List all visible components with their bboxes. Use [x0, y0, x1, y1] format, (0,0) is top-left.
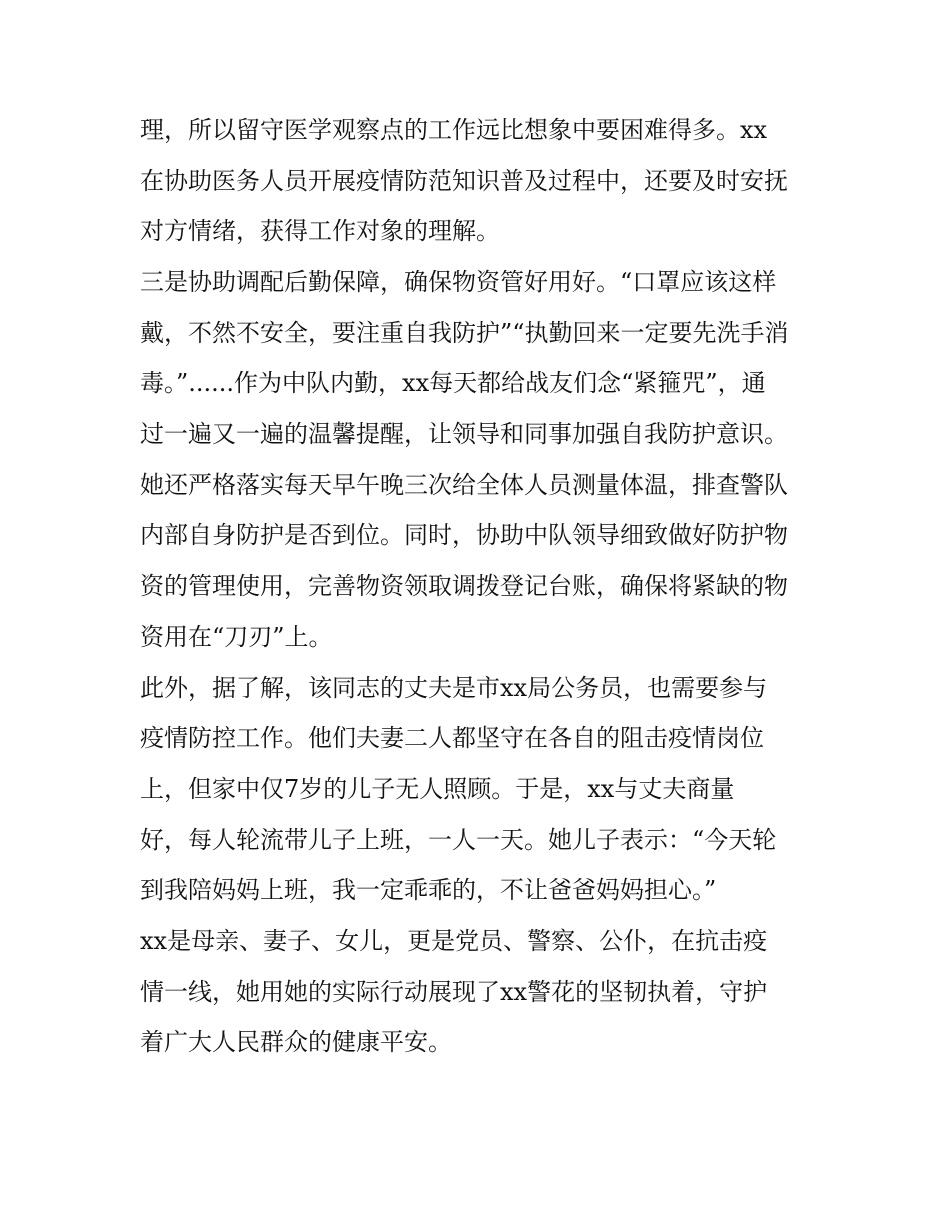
text-line-2: 在协助医务人员开展疫情防范知识普及过程中，还要及时安抚 [140, 167, 788, 195]
text-line-7: 过一遍又一遍的温馨提醒，让领导和同事加强自我防护意识。 [140, 420, 788, 448]
text-line-1: 理，所以留守医学观察点的工作远比想象中要困难得多。xx [140, 116, 768, 144]
text-line-14: 上，但家中仅7岁的儿子无人照顾。于是，xx与丈夫商量 [140, 775, 735, 803]
text-line-19: 着广大人民群众的健康平安。 [140, 1028, 452, 1056]
text-line-12: 此外，据了解，该同志的丈夫是市xx局公务员，也需要参与 [140, 674, 768, 702]
text-line-6: 毒。”......作为中队内勤，xx每天都给战友们念“紧箍咒”，通 [140, 369, 766, 397]
text-line-8: 她还严格落实每天早午晚三次给全体人员测量体温，排查警队 [140, 471, 788, 499]
text-line-13: 疫情防控工作。他们夫妻二人都坚守在各自的阻击疫情岗位 [140, 724, 764, 752]
text-line-11: 资用在“刀刃”上。 [140, 623, 333, 651]
text-line-9: 内部自身防护是否到位。同时，协助中队领导细致做好防护物 [140, 521, 788, 549]
text-line-10: 资的管理使用，完善物资领取调拨登记台账，确保将紧缺的物 [140, 572, 788, 600]
text-line-3: 对方情绪，获得工作对象的理解。 [140, 217, 500, 245]
text-line-18: 情一线，她用她的实际行动展现了xx警花的坚韧执着，守护 [140, 978, 768, 1006]
text-line-15: 好，每人轮流带儿子上班，一人一天。她儿子表示：“今天轮 [140, 826, 777, 854]
text-line-4: 三是协助调配后勤保障，确保物资管好用好。“口罩应该这样 [140, 268, 777, 296]
text-line-16: 到我陪妈妈上班，我一定乖乖的，不让爸爸妈妈担心。” [140, 876, 717, 904]
text-line-5: 戴，不然不安全，要注重自我防护”“执勤回来一定要先洗手消 [140, 319, 789, 347]
text-line-17: xx是母亲、妻子、女儿，更是党员、警察、公仆，在抗击疫 [140, 927, 768, 955]
